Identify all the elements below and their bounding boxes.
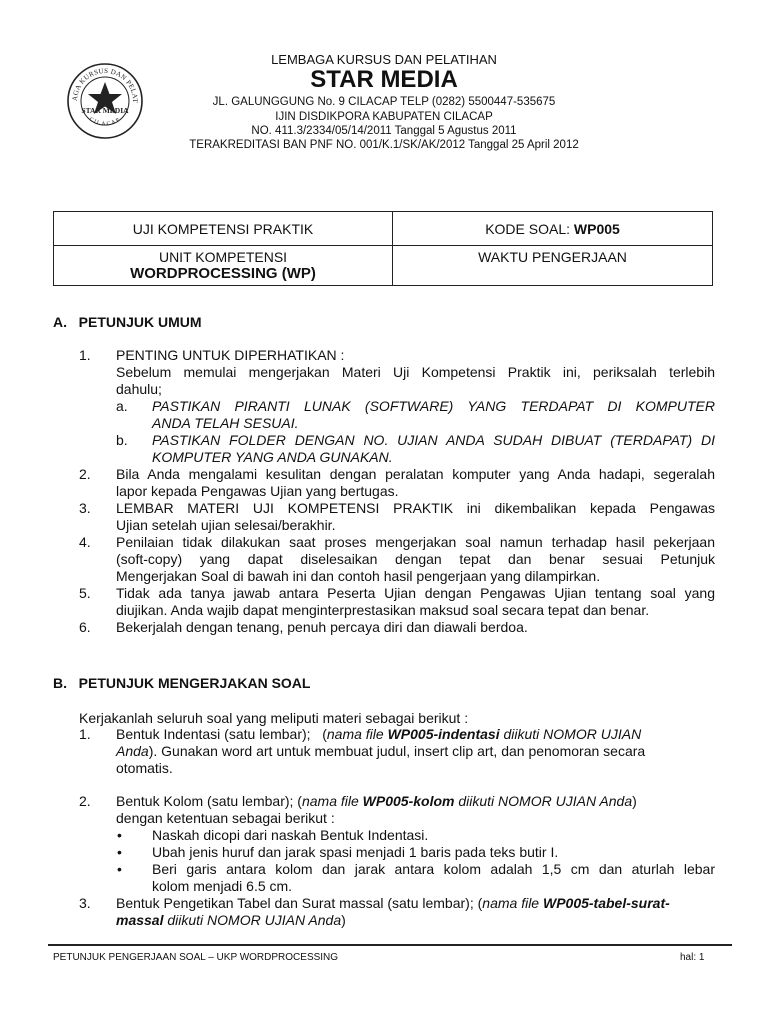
item-text: Tidak ada tanya jawab antara Peserta Ujian dengan Pengawas Ujian tentang soal yang [116,585,715,601]
competency-unit-name: WORDPROCESSING (WP) [130,265,316,282]
section-b-intro: Kerjakanlah seluruh soal yang meliputi materi sebagai berikut : [79,710,469,726]
item-text: Mengerjakan Soal di bawah ini dan contoh hasil pengerjaan yang dilampirkan. [116,568,601,584]
bullet-icon: • [117,861,122,877]
item-number: 2. [79,793,91,809]
item-text-part: diikuti NOMOR UJIAN Anda [454,793,633,809]
bullet-text: Naskah dicopi dari naskah Bentuk Indentasi. [152,827,429,843]
item-text-part: ) [341,912,346,928]
item-text [116,895,670,912]
item-letter: a. [116,398,128,414]
item-text: Sebelum memulai mengerjakan Materi Uji Kompetensi Praktik ini, periksalah terlebih [116,364,715,380]
item-text: Penilaian tidak dilakukan saat proses mengerjakan soal namun terhadap hasil pekerjaan [116,534,715,550]
item-text: otomatis. [116,760,173,776]
bullet-text: kolom menjadi 6.5 cm. [152,878,293,894]
item-text: KOMPUTER YANG ANDA GUNAKAN. [152,449,393,465]
file-name: massal [116,912,164,928]
item-text: LEMBAR MATERI UJI KOMPETENSI PRAKTIK ini dikembalikan kepada Pengawas [116,500,715,516]
item-text: diujikan. Anda wajib dapat menginterprestasikan maksud soal secara tepat dan benar. [116,602,650,618]
item-text: PENTING UNTUK DIPERHATIKAN : [116,347,345,363]
bullet-text: Beri garis antara kolom dan jarak antara kolom adalah 1,5 cm dan aturlah lebar [152,861,715,877]
svg-text:LEMBAGA KURSUS DAN PELATIHAN: AGA KURSUS DAN PELAT [70,66,140,104]
item-text: (soft-copy) yang dapat diselesaikan dengan tepat dan benar sesuai Petunjuk [116,551,715,567]
item-text-part: diikuti NOMOR UJIAN [499,726,642,742]
section-a-title: A. PETUNJUK UMUM [53,314,202,330]
exam-code: WP005 [573,220,620,237]
item-text-part: Anda [116,743,149,759]
file-name: WP005-tabel-surat- [542,895,670,911]
exam-type: UJI KOMPETENSI PRAKTIK [132,220,314,237]
exam-info-table [53,211,713,286]
item-text-part: nama file [482,895,543,911]
footer-title: PETUNJUK PENGERJAAN SOAL – UKP WORDPROCESSING [53,952,339,963]
competency-unit-label: UNIT KOMPETENSI [158,249,288,265]
svg-text:STAR MEDIA: STAR MEDIA [81,106,129,115]
item-text-part: Bentuk Indentasi (satu lembar); ( [116,726,327,742]
item-number: 5. [79,585,91,601]
exam-type-cell [54,212,393,246]
item-number: 4. [79,534,91,550]
file-name: WP005-kolom [362,793,455,809]
item-text-part: diikuti NOMOR UJIAN Anda [163,912,342,928]
institution-permit: IJIN DISDIKPORA KABUPATEN CILACAP [275,111,493,123]
item-text-part: ) [632,793,637,809]
duration-cell [393,246,713,286]
institution-name: STAR MEDIA [310,66,458,93]
competency-unit-cell [54,246,393,286]
item-text: Bekerjalah dengan tenang, penuh percaya diri dan diawali berdoa. [116,619,528,635]
item-text [116,726,641,743]
institution-permit-number: NO. 411.3/2334/05/14/2011 Tanggal 5 Agustus 2011 [251,125,517,137]
item-text: dahulu; [116,381,162,397]
item-text: ANDA TELAH SESUAI. [152,415,299,431]
item-text: lapor kepada Pengawas Ujian yang bertugas. [116,483,399,499]
duration-label: WAKTU PENGERJAAN [478,249,627,265]
item-text: PASTIKAN FOLDER DENGAN NO. UJIAN ANDA SUDAH DIBUAT (TERDAPAT) DI [152,432,715,448]
item-number: 1. [79,347,91,363]
file-name: WP005-indentasi [387,726,500,742]
item-text-part: nama file [301,793,363,809]
footer-divider [48,944,732,946]
exam-code-cell [393,212,713,246]
item-text: dengan ketentuan sebagai berikut : [116,810,335,826]
item-text-part: Bentuk Pengetikan Tabel dan Surat massal (satu lembar); ( [116,895,483,911]
item-text [116,912,346,929]
institution-accreditation: TERAKREDITASI BAN PNF NO. 001/K.1/SK/AK/2012 Tanggal 25 April 2012 [189,139,579,151]
item-text: Ujian setelah ujian selesai/berakhir. [116,517,336,533]
item-text [116,793,637,810]
item-text [116,743,645,760]
item-text-part: Bentuk Kolom (satu lembar); ( [116,793,302,809]
institution-type: LEMBAGA KURSUS DAN PELATIHAN [271,52,497,67]
exam-code-label: KODE SOAL: [485,220,574,237]
item-text-part: nama file [326,726,388,742]
page-number: hal: 1 [680,952,705,963]
institution-address: JL. GALUNGGUNG No. 9 CILACAP TELP (0282) 5500447-535675 [212,96,556,108]
item-number: 3. [79,500,91,516]
item-number: 6. [79,619,91,635]
item-number: 1. [79,726,91,742]
item-number: 3. [79,895,91,911]
item-text: PASTIKAN PIRANTI LUNAK (SOFTWARE) YANG TERDAPAT DI KOMPUTER [152,398,715,414]
section-b-title: B. PETUNJUK MENGERJAKAN SOAL [53,675,311,691]
bullet-icon: • [117,827,122,843]
bullet-text: Ubah jenis huruf dan jarak spasi menjadi 1 baris pada teks butir I. [152,844,559,860]
item-text: Bila Anda mengalami kesulitan dengan peralatan komputer yang Anda hadapi, segeralah [116,466,715,482]
svg-text:CILACAP: CILACAP [87,116,123,128]
item-text-part: ). Gunakan word art untuk membuat judul, insert clip art, dan penomoran secara [148,743,646,759]
bullet-icon: • [117,844,122,860]
item-number: 2. [79,466,91,482]
item-letter: b. [116,432,128,448]
